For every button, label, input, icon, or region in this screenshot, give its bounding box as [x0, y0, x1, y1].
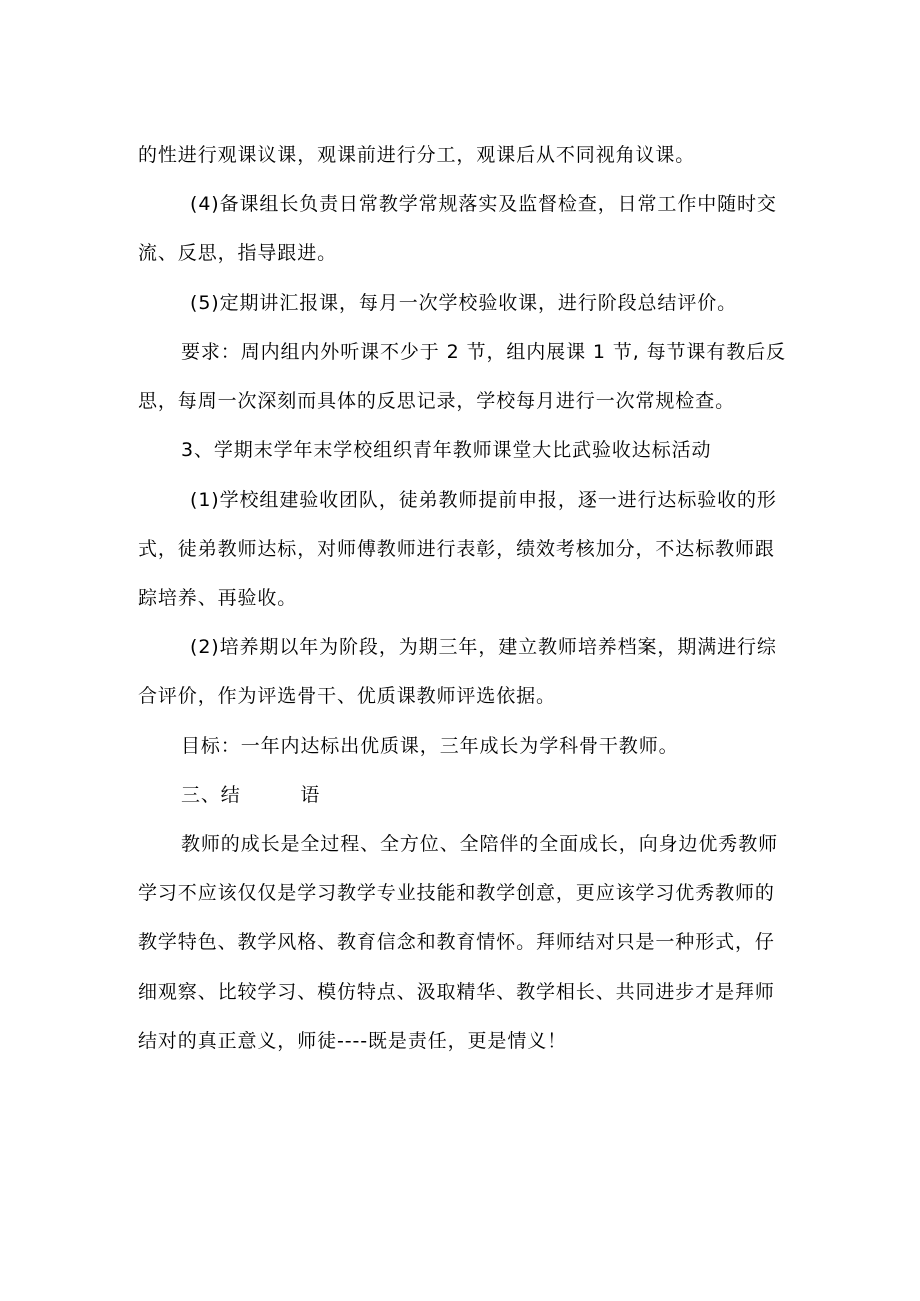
- text-line-9: 式，徒弟教师达标，对师傅教师进行表彰，绩效考核加分，不达标教师跟: [138, 538, 775, 560]
- text-line-5: 要求：周内组内外听课不少于 2 节，组内展课 1 节, 每节课有教后反: [181, 341, 786, 363]
- text-line-3: 流、反思，指导跟进。: [138, 242, 338, 264]
- text-line-12: 合评价，作为评选骨干、优质课教师评选依据。: [138, 685, 556, 707]
- text-line-18: 细观察、比较学习、模仿特点、汲取精华、教学相长、共同进步才是拜师: [138, 981, 775, 1003]
- text-line-2: (4)备课组长负责日常教学常规落实及监督检查，日常工作中随时交: [190, 193, 777, 215]
- text-line-6: 思，每周一次深刻而具体的反思记录，学校每月进行一次常规检查。: [138, 390, 736, 412]
- text-line-15: 教师的成长是全过程、全方位、全陪伴的全面成长，向身边优秀教师: [181, 833, 779, 855]
- text-line-17: 教学特色、教学风格、教育信念和教育情怀。拜师结对只是一种形式，仔: [138, 931, 775, 953]
- text-line-11: (2)培养期以年为阶段，为期三年，建立教师培养档案，期满进行综: [190, 636, 777, 658]
- text-line-8: (1)学校组建验收团队，徒弟教师提前申报，逐一进行达标验收的形: [190, 489, 777, 511]
- text-line-7: 3、学期末学年末学校组织青年教师课堂大比武验收达标活动: [181, 439, 712, 461]
- text-line-1: 的性进行观课议课，观课前进行分工，观课后从不同视角议课。: [138, 144, 696, 166]
- text-line-4: (5)定期讲汇报课，每月一次学校验收课，进行阶段总结评价。: [190, 292, 738, 314]
- text-line-16: 学习不应该仅仅是学习教学专业技能和教学创意，更应该学习优秀教师的: [138, 882, 775, 904]
- text-line-13: 目标：一年内达标出优质课，三年成长为学科骨干教师。: [181, 735, 679, 757]
- text-line-19: 结对的真正意义，师徒----既是责任，更是情义！: [138, 1030, 568, 1052]
- section-heading: 三、结 语: [181, 784, 321, 806]
- text-line-10: 踪培养、再验收。: [138, 587, 298, 609]
